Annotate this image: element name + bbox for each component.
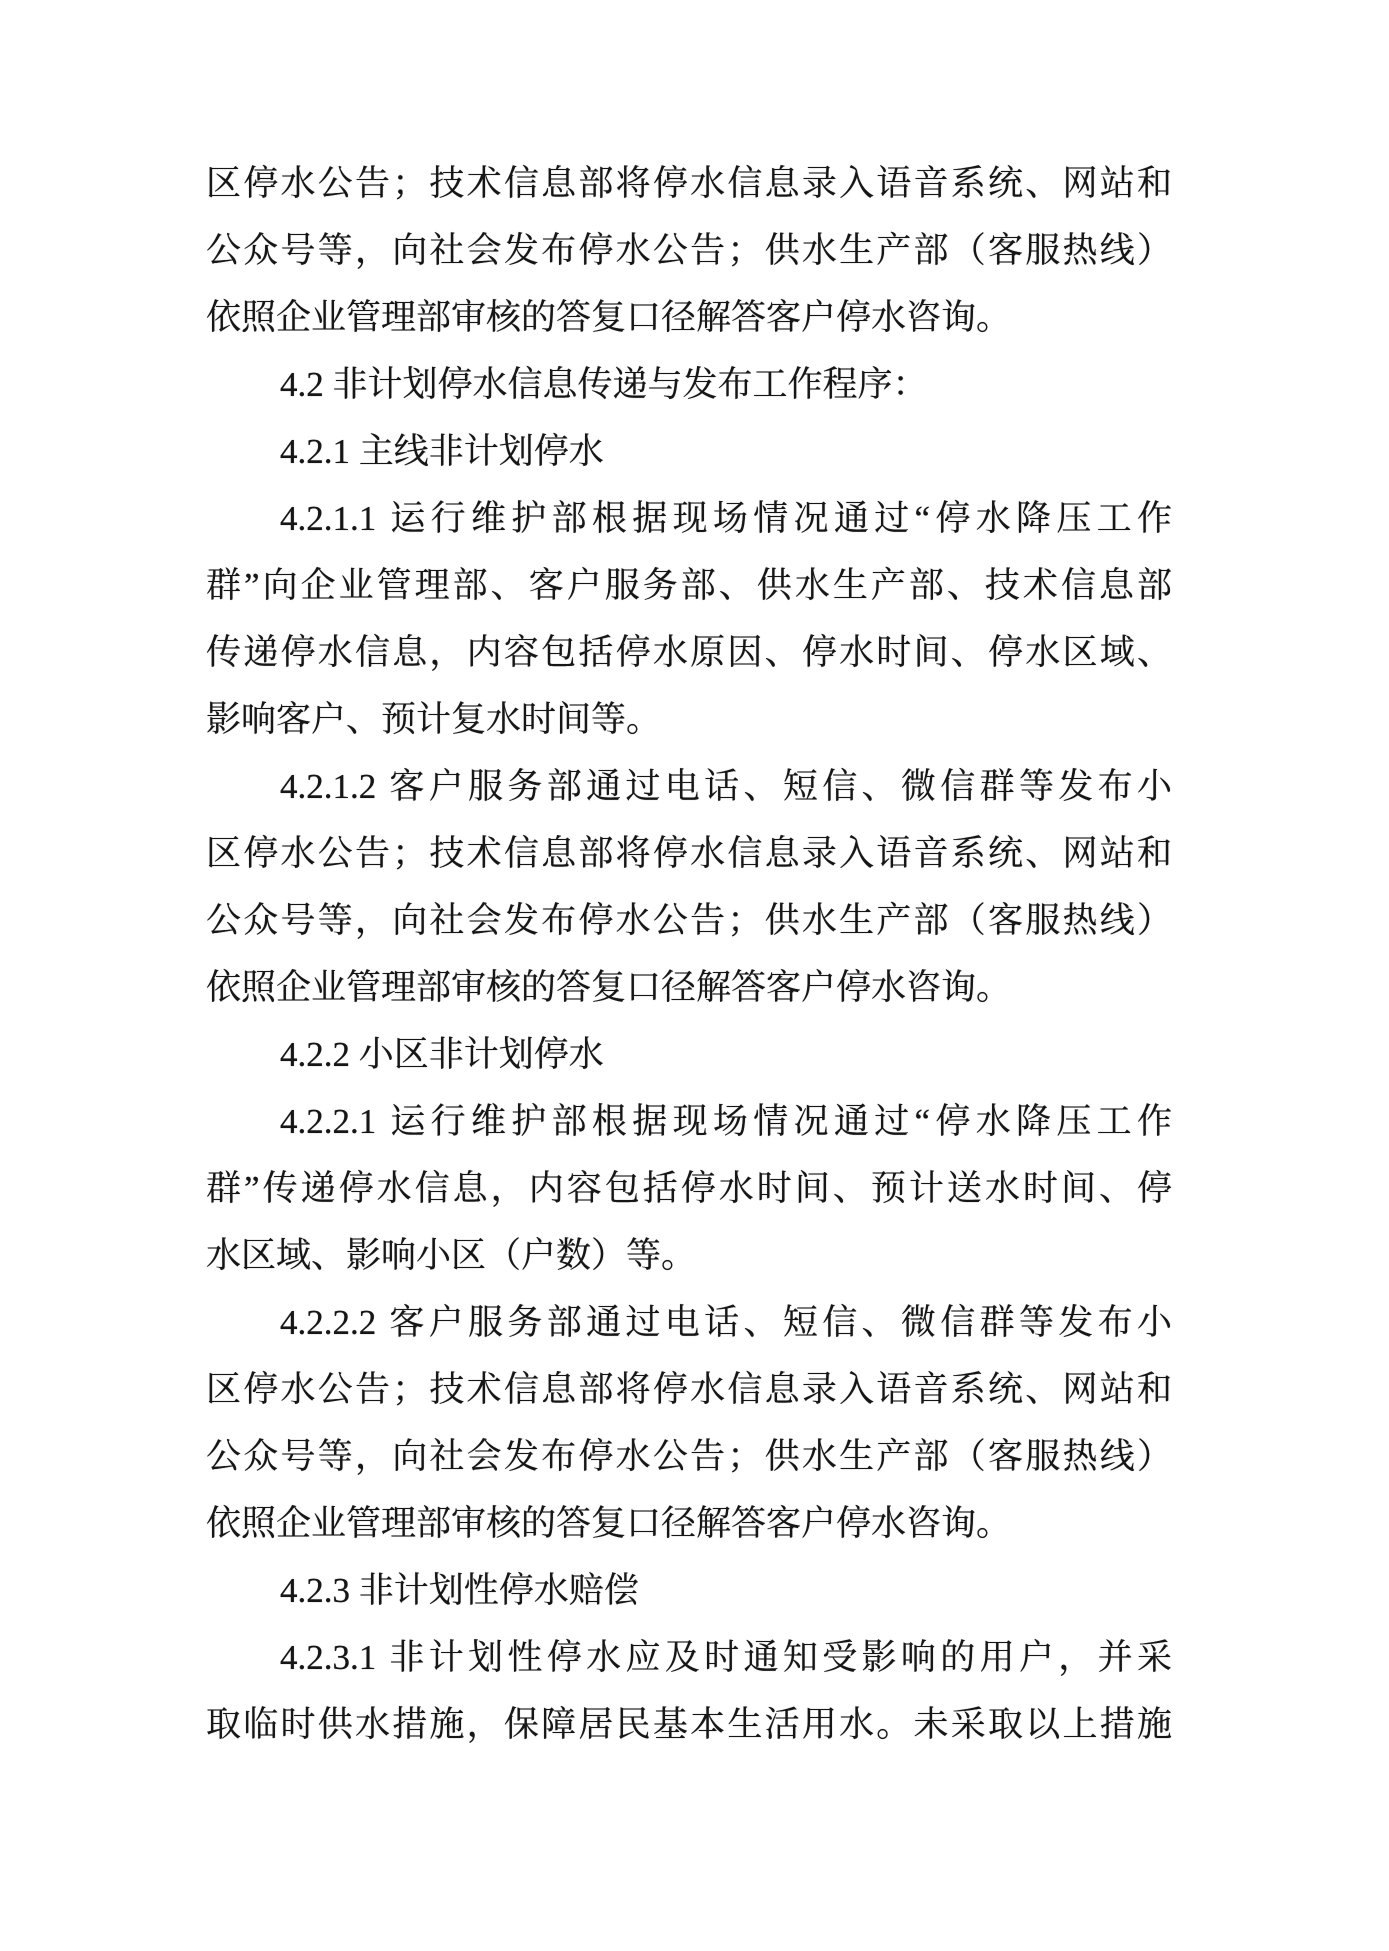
text-line: 4.2.1.2 客户服务部通过电话、短信、微信群等发布小 [280,767,1172,806]
text-line: 群”传递停水信息，内容包括停水时间、预计送水时间、停 [206,1169,1172,1208]
text-line: 依照企业管理部审核的答复口径解答客户停水咨询。 [206,968,1012,1007]
text-line: 公众号等，向社会发布停水公告；供水生产部（客服热线） [206,901,1172,940]
section-heading-4-2-3: 4.2.3 非计划性停水赔偿 [280,1571,639,1610]
text-line: 4.2.2.1 运行维护部根据现场情况通过“停水降压工作 [280,1102,1172,1141]
text-line: 依照企业管理部审核的答复口径解答客户停水咨询。 [206,1504,1012,1543]
text-line: 依照企业管理部审核的答复口径解答客户停水咨询。 [206,298,1012,337]
text-line: 4.2.2.2 客户服务部通过电话、短信、微信群等发布小 [280,1303,1172,1342]
text-line: 区停水公告；技术信息部将停水信息录入语音系统、网站和 [206,834,1172,873]
text-line: 公众号等，向社会发布停水公告；供水生产部（客服热线） [206,1437,1172,1476]
text-line: 群”向企业管理部、客户服务部、供水生产部、技术信息部 [206,566,1172,605]
text-line: 区停水公告；技术信息部将停水信息录入语音系统、网站和 [206,164,1172,203]
text-line: 传递停水信息，内容包括停水原因、停水时间、停水区域、 [206,633,1172,672]
section-heading-4-2: 4.2 非计划停水信息传递与发布工作程序： [280,365,928,404]
section-heading-4-2-1: 4.2.1 主线非计划停水 [280,432,604,471]
text-line: 4.2.1.1 运行维护部根据现场情况通过“停水降压工作 [280,499,1172,538]
text-line: 公众号等，向社会发布停水公告；供水生产部（客服热线） [206,231,1172,270]
text-line: 水区域、影响小区（户数）等。 [206,1236,697,1275]
section-heading-4-2-2: 4.2.2 小区非计划停水 [280,1035,604,1074]
text-line: 影响客户、预计复水时间等。 [206,700,662,739]
document-text-block [206,150,1172,1758]
text-line: 区停水公告；技术信息部将停水信息录入语音系统、网站和 [206,1370,1172,1409]
text-line: 取临时供水措施，保障居民基本生活用水。未采取以上措施 [206,1705,1172,1744]
text-line: 4.2.3.1 非计划性停水应及时通知受影响的用户，并采 [280,1638,1172,1677]
